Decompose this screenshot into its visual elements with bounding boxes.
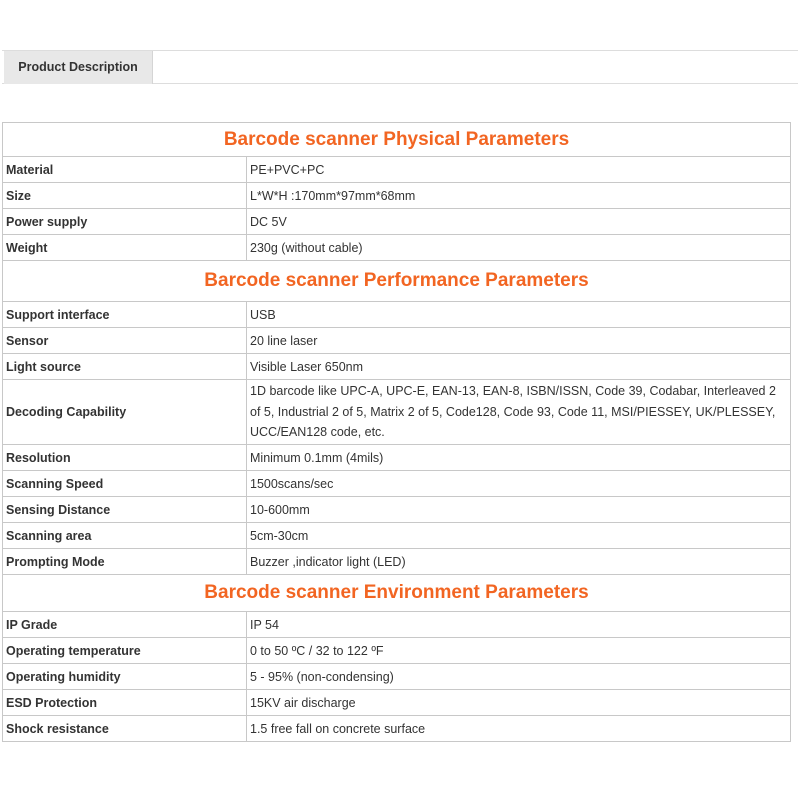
table-row — [3, 209, 791, 235]
table-row — [3, 664, 791, 690]
section-header-environment — [3, 575, 791, 612]
row-value: IP 54 — [247, 612, 791, 638]
row-value: L*W*H :170mm*97mm*68mm — [247, 183, 791, 209]
table-row — [3, 235, 791, 261]
tab-product-description[interactable]: Product Description — [4, 51, 153, 84]
row-value: 0 to 50 ºC / 32 to 122 ºF — [247, 638, 791, 664]
row-label: Decoding Capability — [3, 380, 247, 445]
tab-bar — [2, 50, 798, 84]
row-value: PE+PVC+PC — [247, 157, 791, 183]
row-value: Visible Laser 650nm — [247, 354, 791, 380]
row-label: IP Grade — [3, 612, 247, 638]
row-label: Light source — [3, 354, 247, 380]
section-title: Barcode scanner Environment Parameters — [3, 575, 791, 612]
row-label: Weight — [3, 235, 247, 261]
row-label: Material — [3, 157, 247, 183]
row-value: USB — [247, 302, 791, 328]
row-label: Scanning area — [3, 523, 247, 549]
row-value — [247, 380, 791, 445]
row-label: Shock resistance — [3, 716, 247, 742]
table-row — [3, 445, 791, 471]
row-value: 230g (without cable) — [247, 235, 791, 261]
table-row — [3, 157, 791, 183]
section-header-performance — [3, 261, 791, 302]
row-label: Sensor — [3, 328, 247, 354]
row-value: 5cm-30cm — [247, 523, 791, 549]
row-value-text: 1D barcode like UPC-A, UPC-E, EAN-13, EAN-8, ISBN/ISSN, Code 39, Codabar, Interleaved 2 of 5, Industrial 2 of 5, Matrix 2 of 5, Code128, Code 93, Code 11, MSI/PIESSEY, UK/PLESSEY, UCC/EAN128 code, etc. — [250, 384, 776, 440]
table-row — [3, 638, 791, 664]
table-row — [3, 612, 791, 638]
table-row — [3, 497, 791, 523]
row-label: Size — [3, 183, 247, 209]
row-label: Operating humidity — [3, 664, 247, 690]
spec-table — [2, 122, 791, 742]
table-row — [3, 354, 791, 380]
row-value: Minimum 0.1mm (4mils) — [247, 445, 791, 471]
section-title: Barcode scanner Performance Parameters — [3, 261, 791, 302]
table-row — [3, 716, 791, 742]
row-value: 1.5 free fall on concrete surface — [247, 716, 791, 742]
table-row — [3, 523, 791, 549]
section-title: Barcode scanner Physical Parameters — [3, 123, 791, 157]
table-row — [3, 328, 791, 354]
table-row — [3, 380, 791, 445]
row-value: 10-600mm — [247, 497, 791, 523]
table-row — [3, 690, 791, 716]
table-row — [3, 549, 791, 575]
row-value: 1500scans/sec — [247, 471, 791, 497]
row-label: Resolution — [3, 445, 247, 471]
row-value: 5 - 95% (non-condensing) — [247, 664, 791, 690]
row-label: Sensing Distance — [3, 497, 247, 523]
table-row — [3, 183, 791, 209]
table-row — [3, 471, 791, 497]
section-header-physical — [3, 123, 791, 157]
row-label: Prompting Mode — [3, 549, 247, 575]
row-value: 15KV air discharge — [247, 690, 791, 716]
row-label: Scanning Speed — [3, 471, 247, 497]
row-value: 20 line laser — [247, 328, 791, 354]
table-row — [3, 302, 791, 328]
row-label: Operating temperature — [3, 638, 247, 664]
row-value: Buzzer ,indicator light (LED) — [247, 549, 791, 575]
row-label: Power supply — [3, 209, 247, 235]
row-label: Support interface — [3, 302, 247, 328]
row-label: ESD Protection — [3, 690, 247, 716]
row-value: DC 5V — [247, 209, 791, 235]
